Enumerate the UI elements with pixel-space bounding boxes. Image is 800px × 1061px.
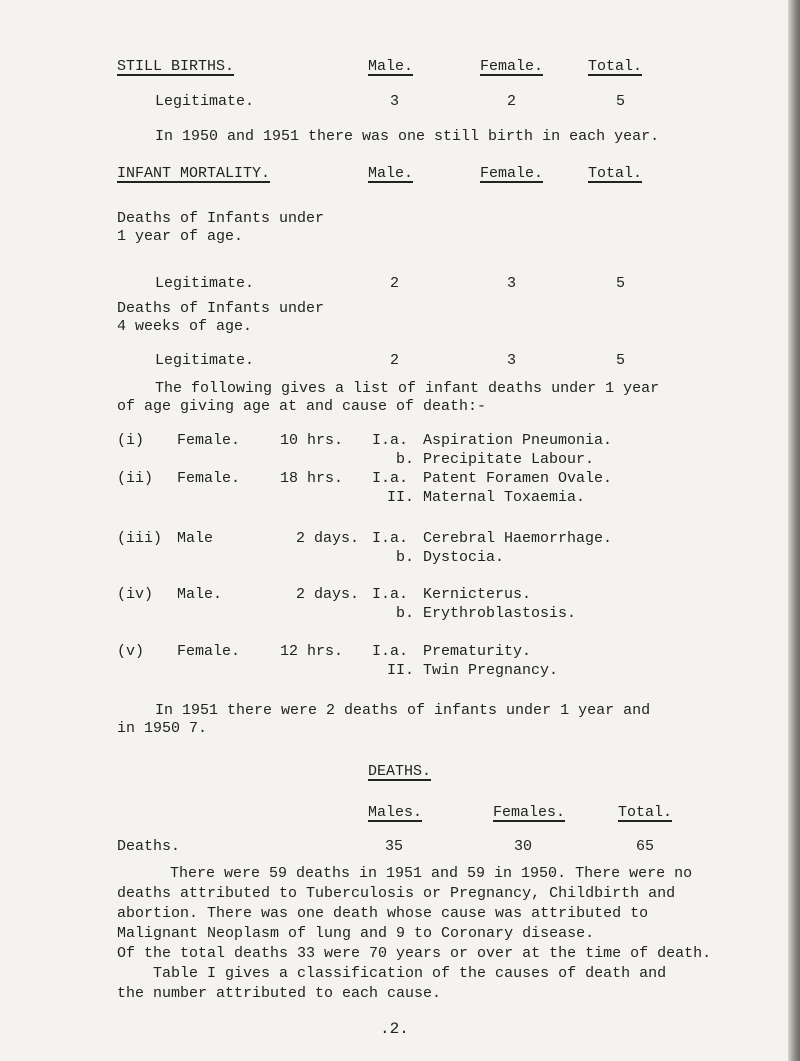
- still-births-row-label: Legitimate.: [155, 93, 255, 110]
- deaths-paragraph-line: the number attributed to each cause.: [117, 985, 442, 1002]
- infant-under-4-weeks-female: 3: [507, 352, 517, 369]
- case-cause-code: I.a.: [372, 530, 409, 547]
- infant-under-4-weeks-line1: Deaths of Infants under: [117, 300, 325, 317]
- infant-under-1-year-female: 3: [507, 275, 517, 292]
- case-number: (v): [117, 643, 145, 660]
- case-cause-code: I.a.: [372, 586, 409, 603]
- infant-under-4-weeks-total: 5: [616, 352, 626, 369]
- case-number: (i): [117, 432, 145, 449]
- case-cause-code: b.: [396, 549, 415, 566]
- infant-under-1-year-male: 2: [390, 275, 400, 292]
- still-births-col-male: Male.: [368, 58, 414, 75]
- infant-under-1-year-line1: Deaths of Infants under: [117, 210, 325, 227]
- still-births-total: 5: [616, 93, 626, 110]
- case-age: 2 days.: [296, 586, 360, 603]
- infant-under-4-weeks-male: 2: [390, 352, 400, 369]
- infant-under-1-year-row-label: Legitimate.: [155, 275, 255, 292]
- case-cause-code: II.: [387, 662, 415, 679]
- infant-mortality-col-female: Female.: [480, 165, 544, 182]
- infant-under-1-year-total: 5: [616, 275, 626, 292]
- infant-deaths-note-line2: in 1950 7.: [117, 720, 208, 737]
- page-number: .2.: [380, 1020, 409, 1038]
- infant-under-4-weeks-line2: 4 weeks of age.: [117, 318, 253, 335]
- case-cause-text: Dystocia.: [423, 549, 505, 566]
- case-sex: Female.: [177, 470, 241, 487]
- deaths-total: 65: [636, 838, 655, 855]
- infant-under-4-weeks-row-label: Legitimate.: [155, 352, 255, 369]
- case-age: 10 hrs.: [280, 432, 344, 449]
- page-edge-shadow: [788, 0, 800, 1061]
- infant-deaths-note-line1: In 1951 there were 2 deaths of infants under 1 year and: [155, 702, 651, 719]
- infant-mortality-col-male: Male.: [368, 165, 414, 182]
- case-age: 18 hrs.: [280, 470, 344, 487]
- infant-list-intro-line2: of age giving age at and cause of death:-: [117, 398, 487, 415]
- deaths-paragraph-line: deaths attributed to Tuberculosis or Pregnancy, Childbirth and: [117, 885, 676, 902]
- case-cause-text: Twin Pregnancy.: [423, 662, 559, 679]
- case-sex: Female.: [177, 643, 241, 660]
- case-cause-code: II.: [387, 489, 415, 506]
- infant-list-intro-line1: The following gives a list of infant deaths under 1 year: [155, 380, 660, 397]
- deaths-females: 30: [514, 838, 533, 855]
- case-cause-text: Kernicterus.: [423, 586, 532, 603]
- deaths-paragraph-line: Malignant Neoplasm of lung and 9 to Coronary disease.: [117, 925, 595, 942]
- still-births-heading: STILL BIRTHS.: [117, 58, 235, 75]
- infant-under-1-year-line2: 1 year of age.: [117, 228, 244, 245]
- deaths-paragraph-line: abortion. There was one death whose cause was attributed to: [117, 905, 649, 922]
- deaths-col-males: Males.: [368, 804, 423, 821]
- still-births-col-female: Female.: [480, 58, 544, 75]
- deaths-paragraph-line: Table I gives a classification of the causes of death and: [117, 965, 667, 982]
- still-births-note: In 1950 and 1951 there was one still birth in each year.: [155, 128, 660, 145]
- still-births-col-total: Total.: [588, 58, 643, 75]
- case-cause-text: Aspiration Pneumonia.: [423, 432, 613, 449]
- case-cause-text: Maternal Toxaemia.: [423, 489, 586, 506]
- still-births-female: 2: [507, 93, 517, 110]
- case-cause-text: Erythroblastosis.: [423, 605, 577, 622]
- deaths-heading: DEATHS.: [368, 763, 432, 780]
- infant-mortality-col-total: Total.: [588, 165, 643, 182]
- case-number: (iv): [117, 586, 154, 603]
- case-cause-code: I.a.: [372, 432, 409, 449]
- case-age: 2 days.: [296, 530, 360, 547]
- infant-mortality-heading: INFANT MORTALITY.: [117, 165, 271, 182]
- case-number: (iii): [117, 530, 163, 547]
- case-age: 12 hrs.: [280, 643, 344, 660]
- deaths-males: 35: [385, 838, 404, 855]
- case-cause-text: Prematurity.: [423, 643, 532, 660]
- case-cause-text: Precipitate Labour.: [423, 451, 595, 468]
- case-cause-code: b.: [396, 605, 415, 622]
- case-cause-code: I.a.: [372, 470, 409, 487]
- case-cause-code: b.: [396, 451, 415, 468]
- case-number: (ii): [117, 470, 154, 487]
- deaths-col-females: Females.: [493, 804, 566, 821]
- deaths-paragraph-line: Of the total deaths 33 were 70 years or over at the time of death.: [117, 945, 712, 962]
- case-sex: Male.: [177, 586, 223, 603]
- deaths-col-total: Total.: [618, 804, 673, 821]
- deaths-paragraph: [117, 864, 732, 1004]
- deaths-row-label: Deaths.: [117, 838, 181, 855]
- deaths-paragraph-line: There were 59 deaths in 1951 and 59 in 1950. There were no: [170, 865, 693, 882]
- case-cause-code: I.a.: [372, 643, 409, 660]
- case-cause-text: Patent Foramen Ovale.: [423, 470, 613, 487]
- case-sex: Male: [177, 530, 214, 547]
- case-cause-text: Cerebral Haemorrhage.: [423, 530, 613, 547]
- still-births-male: 3: [390, 93, 400, 110]
- case-sex: Female.: [177, 432, 241, 449]
